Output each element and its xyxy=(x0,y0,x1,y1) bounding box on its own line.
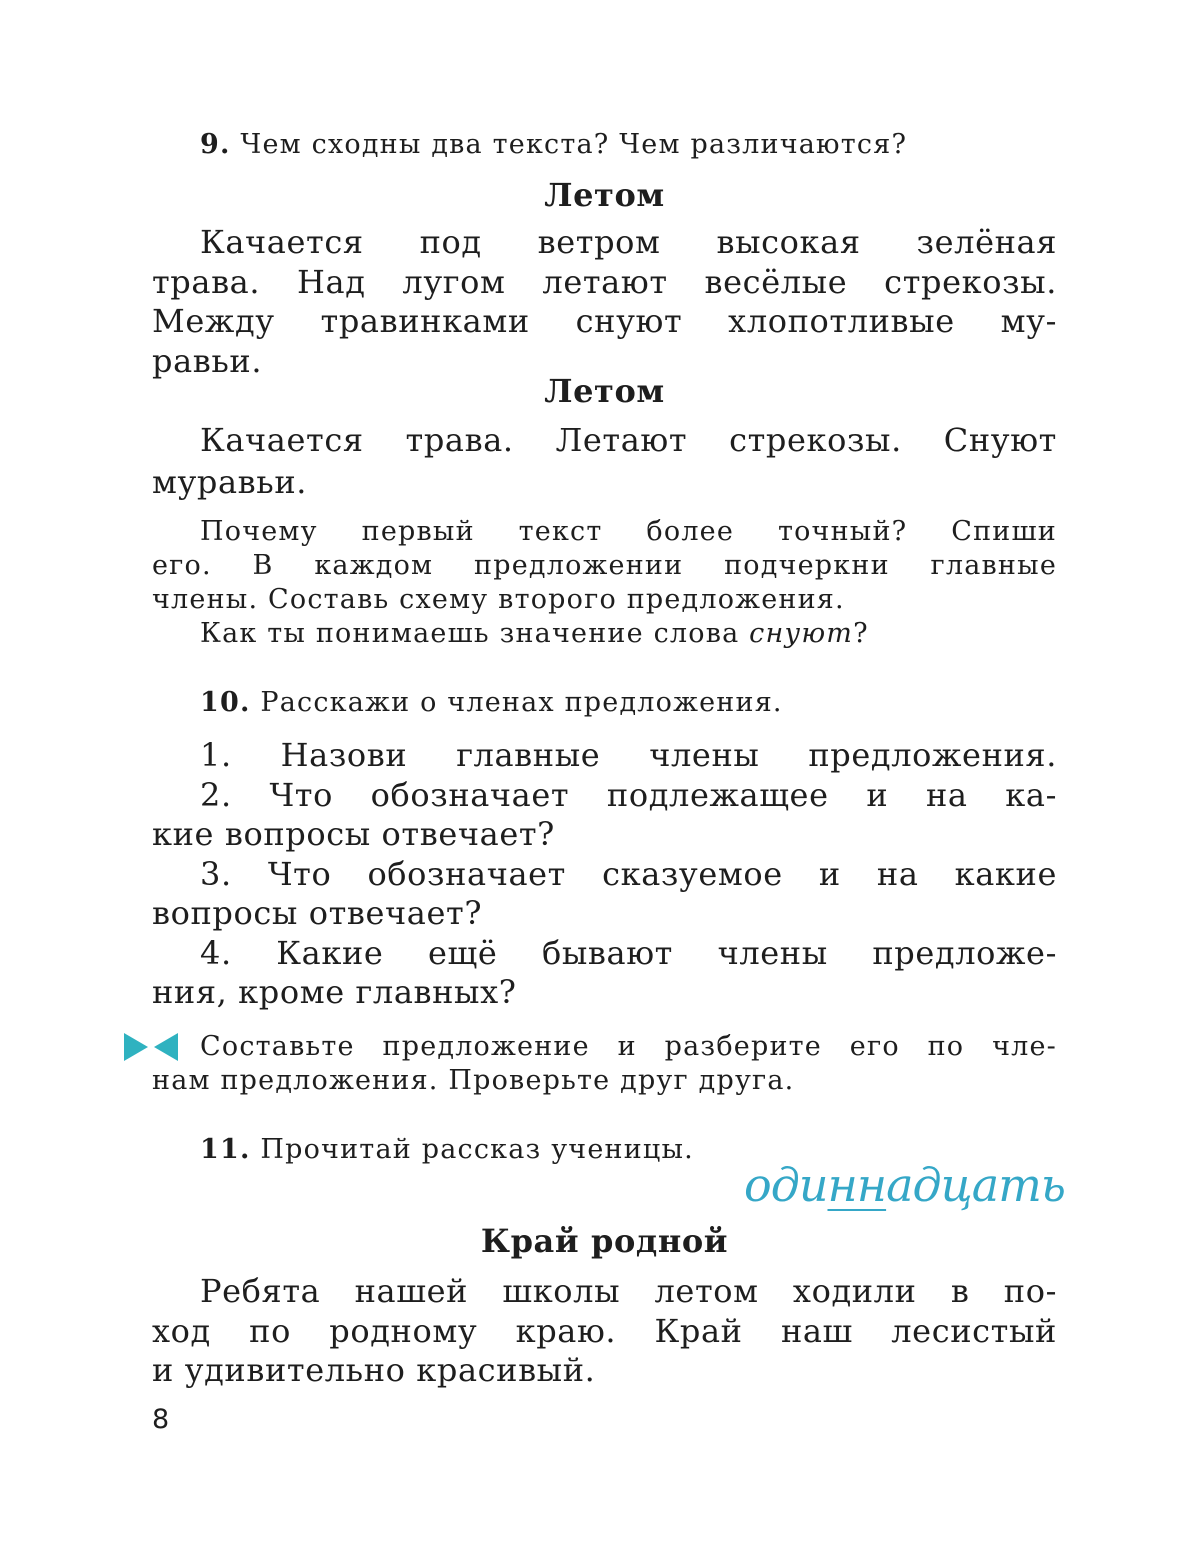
exercise-prompt: Прочитай рассказ ученицы. xyxy=(260,1134,694,1165)
page-number: 8 xyxy=(152,1404,170,1435)
text1-body xyxy=(152,223,1057,381)
exercise-10-questions xyxy=(152,736,1057,1013)
text-line: Между травинками снуют хлопотливые му- xyxy=(152,302,1057,340)
meaning-question: Как ты понимаешь значение слова снуют? xyxy=(200,618,869,649)
story-line: и удивительно красивый. xyxy=(152,1351,596,1389)
exercise-prompt: Расскажи о членах предложения. xyxy=(260,687,783,718)
exercise-number: 11. xyxy=(200,1134,251,1165)
question-line: 4. Какие ещё бывают члены предложе- xyxy=(200,933,1057,972)
story-title: Край родной xyxy=(480,1222,729,1260)
text-line: муравьи. xyxy=(152,462,308,501)
text-line: равьи. xyxy=(152,341,263,380)
question-line: вопросы отвечает? xyxy=(152,894,483,932)
task-line: Составьте предложение и разберите его по чле- xyxy=(200,1031,1057,1062)
text-line: трава. Над лугом летают весёлые стрекозы. xyxy=(152,262,1057,301)
exercise-number: 10. xyxy=(200,687,251,718)
question-line: 3. Что обозначает сказуемое и на какие xyxy=(200,854,1057,893)
handwritten-word: одиннадцать xyxy=(744,1158,1065,1212)
exercise-question: Чем сходны два текста? Чем различаются? xyxy=(240,129,908,160)
question-line: 1. Назови главные члены предложения. xyxy=(200,736,1057,774)
exercise-9-heading xyxy=(152,128,1057,162)
text2-body xyxy=(152,421,1057,502)
pair-work-task xyxy=(152,1030,1057,1098)
task-line: нам предложения. Проверьте друг друга. xyxy=(152,1065,795,1096)
question-line: кие вопросы отвечает? xyxy=(152,815,555,853)
exercise-10-heading xyxy=(152,686,1057,720)
question-line: ния, кроме главных? xyxy=(152,973,517,1011)
task-line: его. В каждом предложении подчеркни главные xyxy=(152,550,1057,581)
text-line: Качается под ветром высокая зелёная xyxy=(200,223,1057,261)
exercise-9-task xyxy=(152,515,1057,651)
story-line: Ребята нашей школы летом ходили в по- xyxy=(200,1272,1057,1310)
story-body xyxy=(152,1272,1057,1391)
text2-title: Летом xyxy=(544,372,665,410)
text-line: Качается трава. Летают стрекозы. Снуют xyxy=(200,421,1057,459)
story-line: ход по родному краю. Край наш лесистый xyxy=(152,1311,1057,1350)
exercise-number: 9. xyxy=(200,129,231,160)
question-line: 2. Что обозначает подлежащее и на ка- xyxy=(200,775,1057,814)
text1-title: Летом xyxy=(544,176,665,214)
task-line: члены. Составь схему второго предложения. xyxy=(152,584,845,615)
italic-word: снуют xyxy=(749,618,854,649)
task-line: Почему первый текст более точный? Спиши xyxy=(200,516,1057,547)
